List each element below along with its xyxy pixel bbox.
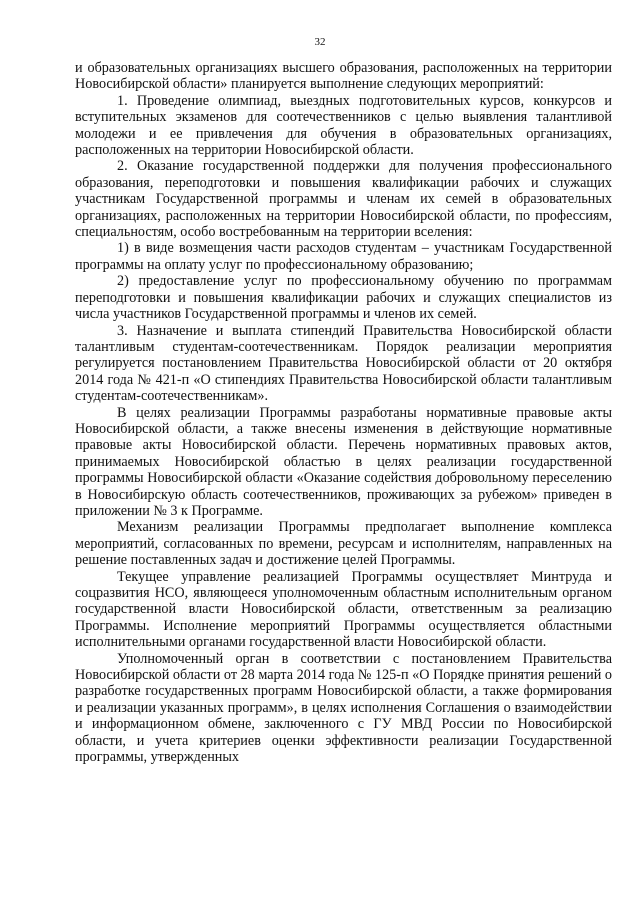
paragraph-authorized-body: Уполномоченный орган в соответствии с постановлением Правительства Новосибирской области от 28 марта 2014 года № 125-п «О Порядке принятия решений о разработке государственных программ Новосибирской области, а также формирования и реализации указанных программ», в целях исполнения Соглашения о взаимодействии и информационном обмене, заключенного с ГУ МВД России по Новосибирской области, и учета критериев оценки эффективности реализации Государственной программы, утвержденных: [75, 650, 612, 766]
paragraph-management: Текущее управление реализацией Программы осуществляет Минтруда и соцразвития НСО, являющееся уполномоченным областным исполнительным органом государственной власти Новосибирской области, ответственным за реализацию Программы. Исполнение мероприятий Программы осуществляется областными исполнительными органами государственной власти Новосибирской области.: [75, 568, 612, 651]
paragraph-item-scholarships: 3. Назначение и выплата стипендий Правительства Новосибирской области талантливым студентам-соотечественникам. Порядок реализации мероприятия регулируется постановлением Правительства Новосибирской области от 20 октября 2014 года № 421-п «О стипендиях Правительства Новосибирской области талантливым студентам-соотечественникам».: [75, 322, 612, 405]
paragraph-mechanism: Механизм реализации Программы предполагает выполнение комплекса мероприятий, согласованных по времени, ресурсам и исполнителям, направленных на решение поставленных задач и достижение целей Программы.: [75, 519, 612, 569]
paragraph-item-olympiads: 1. Проведение олимпиад, выездных подготовительных курсов, конкурсов и вступительных экзаменов для соотечественников с целью выявления талантливой молодежи и ее привлечения для обучения в образовательных организациях, расположенных на территории Новосибирской области.: [75, 92, 612, 159]
page-number: 32: [314, 36, 326, 48]
paragraph-subitem-reimbursement: 1) в виде возмещения части расходов студентам – участникам Государственной программы на оплату услуг по профессиональному образованию;: [75, 240, 612, 273]
paragraph-item-state-support: 2. Оказание государственной поддержки для получения профессионального образования, переподготовки и повышения квалификации рабочих и служащих участникам Государственной программы и членам их семей в образовательных организациях, расположенных на территории Новосибирской области, по профессиям, специальностям, особо востребованным на территории вселения:: [75, 158, 612, 241]
paragraph-legal-acts: В целях реализации Программы разработаны нормативные правовые акты Новосибирской области, а также внесены изменения в действующие нормативные правовые акты Новосибирской области. Перечень нормативных правовых актов, принимаемых Новосибирской областью в целях реализации государственной программы Новосибирской области «Оказание содействия добровольному переселению в Новосибирскую область соотечественников, проживающих за рубежом» приведен в приложении № 3 к Программе.: [75, 404, 612, 519]
paragraph-continuation: и образовательных организациях высшего образования, расположенных на территории Новосибирской области» планируется выполнение следующих мероприятий:: [75, 60, 612, 93]
document-body: [75, 60, 612, 765]
paragraph-subitem-training: 2) предоставление услуг по профессиональному обучению по программам переподготовки и повышения квалификации рабочих и служащих специалистов из числа участников Государственной программы и членов их семей.: [75, 273, 612, 323]
